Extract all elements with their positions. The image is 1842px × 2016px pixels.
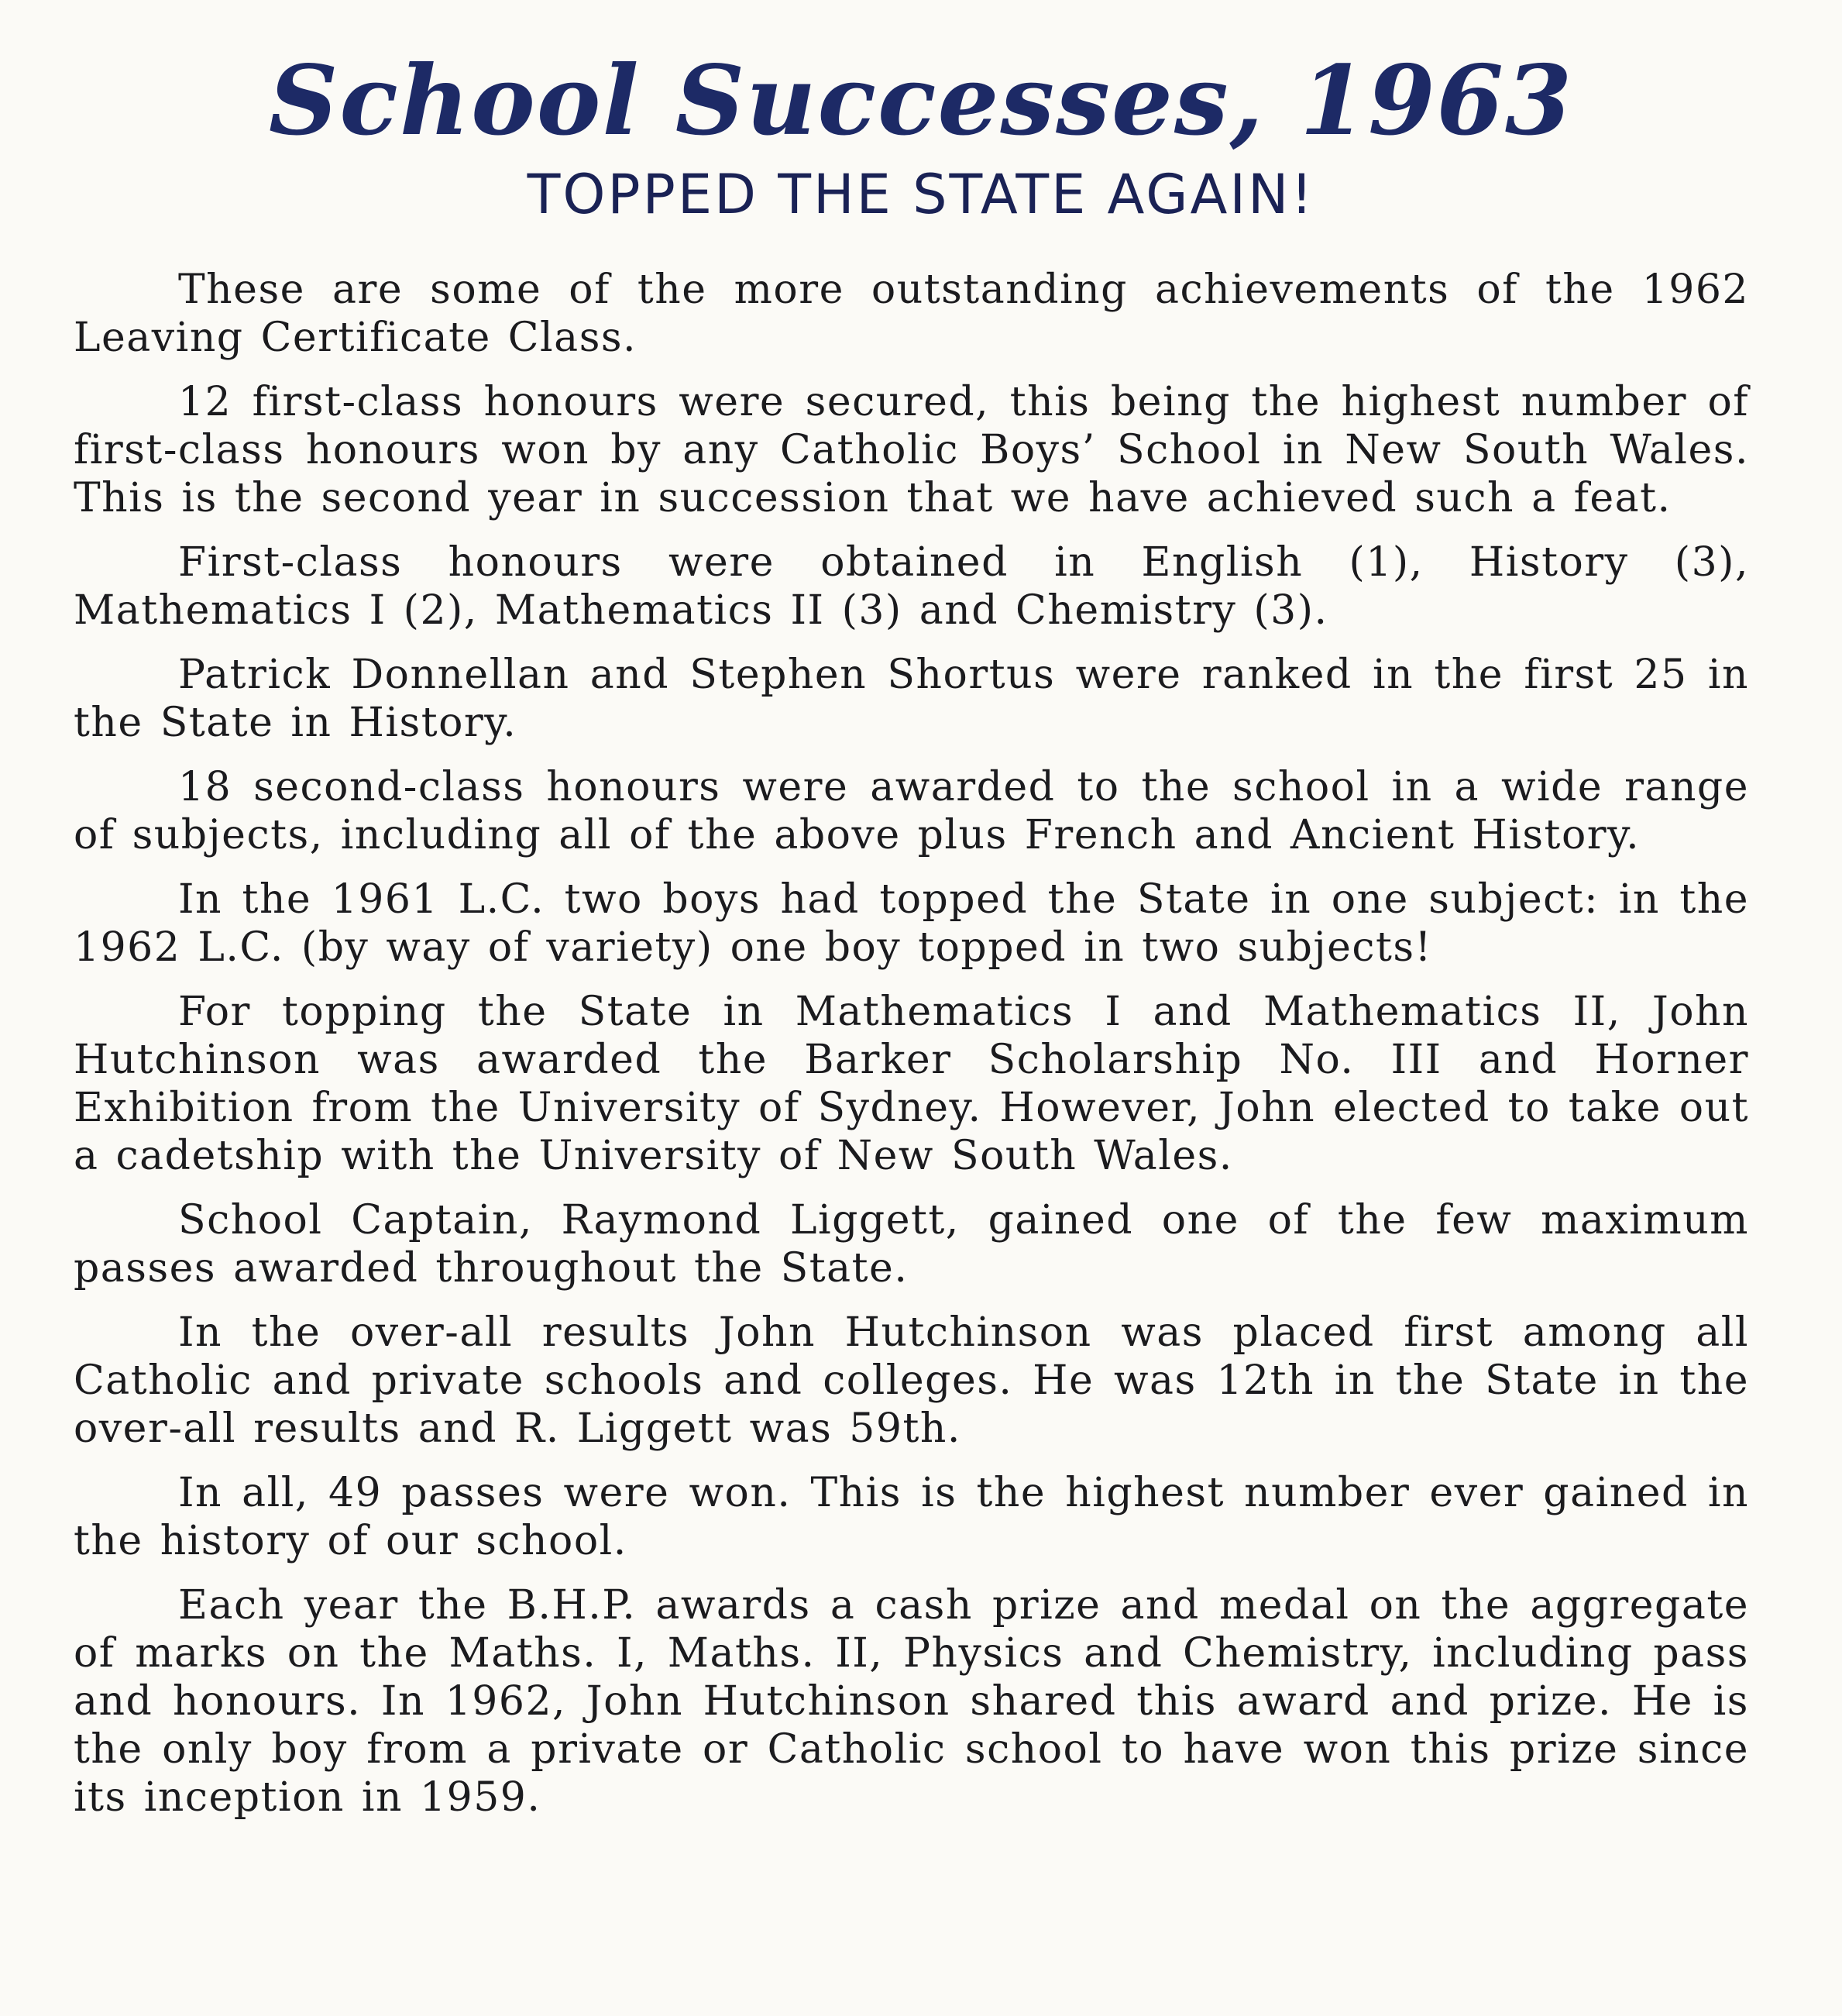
paragraph-school-captain: School Captain, Raymond Liggett, gained one of the few maximum passes awarded throughout the State. xyxy=(74,1197,1749,1292)
paragraph-topped-state: In the 1961 L.C. two boys had topped the State in one subject: in the 1962 L.C. (by way of variety) one boy topped in two subjects! xyxy=(74,876,1749,972)
article-body xyxy=(74,266,1749,1822)
paragraph-intro: These are some of the more outstanding achievements of the 1962 Leaving Certificate Class. xyxy=(74,267,1749,362)
paragraph-overall-results: In the over-all results John Hutchinson was placed first among all Catholic and private schools and colleges. He was 12th in the State in the over-all results and R. Liggett was 59th. xyxy=(74,1309,1749,1453)
paragraph-bhp-award: Each year the B.H.P. awards a cash prize and medal on the aggregate of marks on the Maths. I, Maths. II, Physics and Chemistry, including pass and honours. In 1962, John Hutchinson shared this award and prize. He is the only boy from a private or Catholic school to have won this prize since its inception in 1959. xyxy=(74,1582,1749,1822)
paragraph-history-ranking: Patrick Donnellan and Stephen Shortus were ranked in the first 25 in the State in History. xyxy=(74,652,1749,747)
page-title: School Successes, 1963 xyxy=(268,45,1574,157)
paragraph-second-class-honours: 18 second-class honours were awarded to the school in a wide range of subjects, including all of the above plus French and Ancient History. xyxy=(74,764,1749,859)
paragraph-scholarship: For topping the State in Mathematics I and Mathematics II, John Hutchinson was awarded the Barker Scholarship No. III and Horner Exhibition from the University of Sydney. However, John elected to take out a cadetship with the University of New South Wales. xyxy=(74,989,1749,1180)
page-subtitle: TOPPED THE STATE AGAIN! xyxy=(527,162,1315,226)
paragraph-passes-won: In all, 49 passes were won. This is the highest number ever gained in the history of our school. xyxy=(74,1470,1749,1565)
paragraph-first-class-honours: 12 first-class honours were secured, this being the highest number of first-class honours won by any Catholic Boys’ School in New South Wales. This is the second year in succession that we have achieved such a feat. xyxy=(74,379,1749,522)
paragraph-honours-subjects: First-class honours were obtained in English (1), History (3), Mathematics I (2), Mathematics II (3) and Chemistry (3). xyxy=(74,539,1749,635)
